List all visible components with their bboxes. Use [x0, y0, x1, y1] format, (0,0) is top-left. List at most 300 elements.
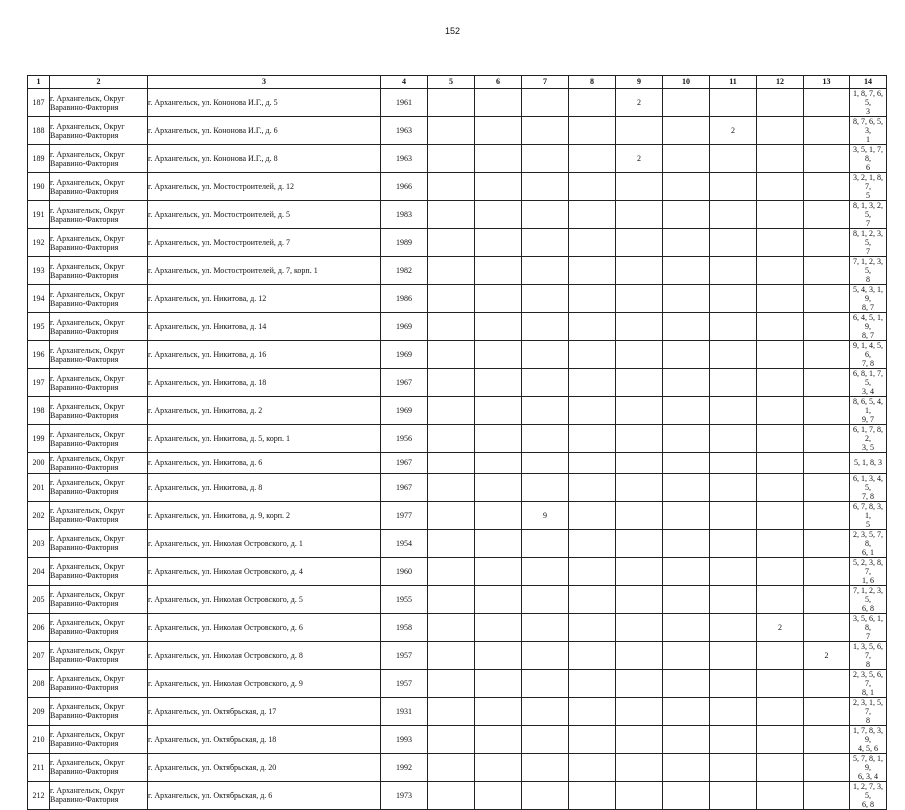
value-cell-col-12	[757, 641, 804, 669]
value-cell-col-7	[522, 781, 569, 809]
value-cell-col-9	[616, 781, 663, 809]
table-row	[28, 725, 887, 753]
okrug-cell	[50, 725, 148, 753]
okrug-line: г. Архангельск, Округ	[50, 205, 125, 215]
value-cell-col-6	[475, 641, 522, 669]
value-cell-col-13	[804, 89, 850, 117]
okrug-cell	[50, 641, 148, 669]
year-cell: 1958	[381, 613, 428, 641]
value-cell-col-9	[616, 501, 663, 529]
row-number-cell: 198	[28, 397, 50, 425]
value-cell-col-8	[569, 781, 616, 809]
value-cell-col-10	[663, 473, 710, 501]
okrug-cell	[50, 369, 148, 397]
row-number-cell: 193	[28, 257, 50, 285]
value-cell-col-7	[522, 613, 569, 641]
year-cell: 1963	[381, 117, 428, 145]
codes-line: 8, 6, 5, 4, 1,	[853, 397, 883, 415]
value-cell-col-8	[569, 501, 616, 529]
codes-line: 2, 3, 1, 5, 7,	[853, 697, 883, 716]
okrug-line: г. Архангельск, Округ	[50, 646, 125, 655]
address-cell: г. Архангельск, ул. Мостостроителей, д. 7, корп. 1	[148, 257, 381, 285]
value-cell-col-6	[475, 529, 522, 557]
codes-line: 7	[866, 631, 870, 641]
value-cell-col-7	[522, 529, 569, 557]
row-number-cell: 197	[28, 369, 50, 397]
okrug-line: Варавино-Фактория	[50, 410, 119, 420]
value-cell-col-10	[663, 753, 710, 781]
row-number-cell: 206	[28, 613, 50, 641]
okrug-cell	[50, 397, 148, 425]
value-cell-col-6	[475, 145, 522, 173]
value-cell-col-7	[522, 725, 569, 753]
table-row	[28, 557, 887, 585]
row-number-cell: 202	[28, 501, 50, 529]
value-cell-col-6	[475, 557, 522, 585]
value-cell-col-8	[569, 473, 616, 501]
value-cell-col-13: 2	[804, 641, 850, 669]
value-cell-col-5	[428, 453, 475, 474]
value-cell-col-8	[569, 725, 616, 753]
value-cell-col-8	[569, 173, 616, 201]
value-cell-col-10	[663, 397, 710, 425]
okrug-cell	[50, 341, 148, 369]
value-cell-col-8	[569, 369, 616, 397]
row-number-cell: 212	[28, 781, 50, 809]
table-row	[28, 257, 887, 285]
codes-cell	[850, 229, 887, 257]
value-cell-col-6	[475, 501, 522, 529]
address-cell: г. Архангельск, ул. Никитова, д. 16	[148, 341, 381, 369]
okrug-line: Варавино-Фактория	[50, 354, 119, 364]
codes-cell	[850, 585, 887, 613]
value-cell-col-6	[475, 697, 522, 725]
value-cell-col-9	[616, 285, 663, 313]
value-cell-col-7	[522, 641, 569, 669]
okrug-cell	[50, 585, 148, 613]
codes-cell	[850, 557, 887, 585]
value-cell-col-9	[616, 641, 663, 669]
value-cell-col-12	[757, 117, 804, 145]
value-cell-col-10	[663, 669, 710, 697]
codes-line: 1, 3, 5, 6, 7,	[853, 641, 883, 660]
value-cell-col-6	[475, 725, 522, 753]
row-number-cell: 188	[28, 117, 50, 145]
value-cell-col-9	[616, 557, 663, 585]
table-row	[28, 341, 887, 369]
value-cell-col-11	[710, 669, 757, 697]
value-cell-col-7	[522, 397, 569, 425]
value-cell-col-5	[428, 753, 475, 781]
codes-line: 8, 7	[862, 331, 874, 340]
value-cell-col-11	[710, 257, 757, 285]
address-cell: г. Архангельск, ул. Николая Островского, д. 4	[148, 557, 381, 585]
value-cell-col-6	[475, 89, 522, 117]
value-cell-col-5	[428, 697, 475, 725]
value-cell-col-8	[569, 145, 616, 173]
value-cell-col-7	[522, 285, 569, 313]
codes-line: 8, 7, 6, 5, 3,	[853, 117, 883, 135]
column-header-7: 7	[522, 76, 569, 89]
value-cell-col-11	[710, 453, 757, 474]
column-header-11: 11	[710, 76, 757, 89]
column-header-9: 9	[616, 76, 663, 89]
value-cell-col-9	[616, 369, 663, 397]
codes-line: 7	[866, 219, 870, 228]
table-body	[28, 89, 887, 810]
value-cell-col-7: 9	[522, 501, 569, 529]
okrug-cell	[50, 229, 148, 257]
codes-line: 5, 7, 8, 1, 9,	[853, 753, 883, 772]
value-cell-col-11	[710, 89, 757, 117]
value-cell-col-9	[616, 669, 663, 697]
table-row	[28, 145, 887, 173]
header-row	[28, 76, 887, 89]
value-cell-col-9	[616, 753, 663, 781]
codes-cell	[850, 725, 887, 753]
value-cell-col-12	[757, 425, 804, 453]
value-cell-col-9	[616, 201, 663, 229]
value-cell-col-5	[428, 117, 475, 145]
value-cell-col-10	[663, 341, 710, 369]
value-cell-col-8	[569, 641, 616, 669]
year-cell: 1963	[381, 145, 428, 173]
value-cell-col-8	[569, 453, 616, 474]
value-cell-col-5	[428, 257, 475, 285]
okrug-line: г. Архангельск, Округ	[50, 562, 125, 571]
address-cell: г. Архангельск, ул. Октябрьская, д. 20	[148, 753, 381, 781]
value-cell-col-8	[569, 397, 616, 425]
address-cell: г. Архангельск, ул. Никитова, д. 6	[148, 453, 381, 474]
column-header-4: 4	[381, 76, 428, 89]
year-cell: 1993	[381, 725, 428, 753]
table-row	[28, 201, 887, 229]
value-cell-col-13	[804, 257, 850, 285]
okrug-cell	[50, 89, 148, 117]
table-row	[28, 397, 887, 425]
address-cell: г. Архангельск, ул. Никитова, д. 12	[148, 285, 381, 313]
row-number-cell: 200	[28, 453, 50, 474]
row-number-cell: 190	[28, 173, 50, 201]
value-cell-col-13	[804, 173, 850, 201]
codes-line: 3, 5, 6, 1, 8,	[853, 613, 883, 632]
okrug-line: Варавино-Фактория	[50, 298, 119, 308]
value-cell-col-6	[475, 753, 522, 781]
okrug-line: г. Архангельск, Округ	[50, 506, 125, 515]
table-row	[28, 229, 887, 257]
codes-line: 8, 1, 3, 2, 5,	[853, 201, 883, 219]
value-cell-col-11	[710, 229, 757, 257]
value-cell-col-7	[522, 425, 569, 453]
okrug-line: Варавино-Фактория	[50, 242, 119, 252]
codes-line: 1	[866, 135, 870, 144]
value-cell-col-8	[569, 341, 616, 369]
value-cell-col-8	[569, 529, 616, 557]
value-cell-col-8	[569, 425, 616, 453]
row-number-cell: 203	[28, 529, 50, 557]
value-cell-col-5	[428, 725, 475, 753]
value-cell-col-7	[522, 753, 569, 781]
value-cell-col-12	[757, 585, 804, 613]
value-cell-col-5	[428, 145, 475, 173]
codes-line: 8, 1, 2, 3, 5,	[853, 229, 883, 247]
codes-cell	[850, 781, 887, 809]
page-number: 152	[444, 26, 461, 36]
table-row	[28, 369, 887, 397]
address-cell: г. Архангельск, ул. Никитова, д. 18	[148, 369, 381, 397]
address-cell: г. Архангельск, ул. Мостостроителей, д. 7	[148, 229, 381, 257]
value-cell-col-10	[663, 697, 710, 725]
address-cell: г. Архангельск, ул. Кононова И.Г., д. 8	[148, 145, 381, 173]
value-cell-col-12	[757, 453, 804, 474]
row-number-cell: 194	[28, 285, 50, 313]
codes-line: 6, 3, 4	[858, 771, 878, 781]
value-cell-col-7	[522, 557, 569, 585]
codes-cell	[850, 453, 887, 474]
address-cell: г. Архангельск, ул. Никитова, д. 9, корп. 2	[148, 501, 381, 529]
address-cell: г. Архангельск, ул. Николая Островского, д. 6	[148, 613, 381, 641]
value-cell-col-6	[475, 117, 522, 145]
value-cell-col-11	[710, 285, 757, 313]
codes-cell	[850, 341, 887, 369]
address-cell: г. Архангельск, ул. Октябрьская, д. 18	[148, 725, 381, 753]
value-cell-col-5	[428, 557, 475, 585]
okrug-cell	[50, 501, 148, 529]
codes-line: 5, 1, 8, 3	[854, 458, 882, 468]
okrug-cell	[50, 145, 148, 173]
codes-line: 8, 7	[862, 303, 874, 312]
value-cell-col-6	[475, 781, 522, 809]
value-cell-col-9	[616, 725, 663, 753]
codes-line: 6, 8	[862, 799, 874, 809]
value-cell-col-13	[804, 501, 850, 529]
value-cell-col-11	[710, 557, 757, 585]
codes-line: 1, 2, 7, 3, 5,	[853, 781, 883, 800]
value-cell-col-12	[757, 145, 804, 173]
okrug-line: г. Архангельск, Округ	[50, 261, 125, 271]
value-cell-col-12	[757, 669, 804, 697]
year-cell: 1956	[381, 425, 428, 453]
value-cell-col-6	[475, 173, 522, 201]
value-cell-col-10	[663, 557, 710, 585]
value-cell-col-11	[710, 473, 757, 501]
codes-cell	[850, 369, 887, 397]
year-cell: 1967	[381, 473, 428, 501]
codes-line: 5, 2, 3, 8, 7,	[853, 557, 883, 576]
codes-cell	[850, 669, 887, 697]
table-row	[28, 501, 887, 529]
address-cell: г. Архангельск, ул. Николая Островского, д. 1	[148, 529, 381, 557]
year-cell: 1983	[381, 201, 428, 229]
okrug-line: Варавино-Фактория	[50, 438, 119, 448]
value-cell-col-11	[710, 501, 757, 529]
value-cell-col-13	[804, 145, 850, 173]
value-cell-col-9	[616, 425, 663, 453]
value-cell-col-10	[663, 781, 710, 809]
value-cell-col-13	[804, 117, 850, 145]
value-cell-col-12	[757, 313, 804, 341]
value-cell-col-13	[804, 285, 850, 313]
value-cell-col-12	[757, 557, 804, 585]
value-cell-col-13	[804, 201, 850, 229]
codes-line: 5, 4, 3, 1, 9,	[853, 285, 883, 303]
okrug-line: Варавино-Фактория	[50, 130, 119, 140]
row-number-cell: 187	[28, 89, 50, 117]
codes-cell	[850, 257, 887, 285]
codes-line: 7, 1, 2, 3, 5,	[853, 585, 883, 604]
row-number-cell: 191	[28, 201, 50, 229]
okrug-line: г. Архангельск, Округ	[50, 373, 125, 383]
value-cell-col-10	[663, 229, 710, 257]
year-cell: 1986	[381, 285, 428, 313]
codes-line: 6, 4, 5, 1, 9,	[853, 313, 883, 331]
value-cell-col-13	[804, 397, 850, 425]
value-cell-col-10	[663, 585, 710, 613]
okrug-line: г. Архангельск, Округ	[50, 429, 125, 439]
value-cell-col-7	[522, 89, 569, 117]
okrug-cell	[50, 285, 148, 313]
okrug-line: г. Архангельск, Округ	[50, 93, 125, 103]
table-row	[28, 89, 887, 117]
value-cell-col-12	[757, 501, 804, 529]
value-cell-col-7	[522, 117, 569, 145]
value-cell-col-10	[663, 257, 710, 285]
value-cell-col-11	[710, 425, 757, 453]
codes-line: 6	[866, 163, 870, 172]
codes-cell	[850, 117, 887, 145]
table-row	[28, 669, 887, 697]
value-cell-col-12: 2	[757, 613, 804, 641]
codes-line: 6, 8	[862, 603, 874, 613]
okrug-line: Варавино-Фактория	[50, 571, 119, 580]
codes-line: 8	[866, 275, 870, 284]
value-cell-col-10	[663, 145, 710, 173]
address-cell: г. Архангельск, ул. Октябрьская, д. 17	[148, 697, 381, 725]
codes-cell	[850, 173, 887, 201]
okrug-cell	[50, 781, 148, 809]
column-header-3: 3	[148, 76, 381, 89]
address-cell: г. Архангельск, ул. Николая Островского, д. 9	[148, 669, 381, 697]
okrug-cell	[50, 753, 148, 781]
value-cell-col-7	[522, 669, 569, 697]
value-cell-col-9	[616, 453, 663, 474]
okrug-line: Варавино-Фактория	[50, 795, 119, 804]
codes-line: 7, 8	[862, 491, 874, 501]
okrug-line: Варавино-Фактория	[50, 214, 119, 224]
okrug-line: Варавино-Фактория	[50, 711, 119, 720]
year-cell: 1969	[381, 341, 428, 369]
value-cell-col-5	[428, 529, 475, 557]
value-cell-col-8	[569, 669, 616, 697]
value-cell-col-6	[475, 257, 522, 285]
value-cell-col-11	[710, 341, 757, 369]
codes-line: 5	[866, 519, 870, 529]
value-cell-col-10	[663, 425, 710, 453]
okrug-line: г. Архангельск, Округ	[50, 786, 125, 795]
codes-line: 4, 5, 6	[858, 743, 878, 753]
value-cell-col-13	[804, 529, 850, 557]
codes-line: 9, 7	[862, 415, 874, 424]
value-cell-col-8	[569, 697, 616, 725]
value-cell-col-8	[569, 285, 616, 313]
value-cell-col-12	[757, 173, 804, 201]
value-cell-col-13	[804, 557, 850, 585]
codes-cell	[850, 501, 887, 529]
year-cell: 1967	[381, 453, 428, 474]
value-cell-col-11	[710, 173, 757, 201]
value-cell-col-8	[569, 229, 616, 257]
value-cell-col-11	[710, 697, 757, 725]
value-cell-col-13	[804, 229, 850, 257]
column-header-10: 10	[663, 76, 710, 89]
year-cell: 1967	[381, 369, 428, 397]
codes-line: 3, 4	[862, 387, 874, 396]
table-row	[28, 529, 887, 557]
year-cell: 1973	[381, 781, 428, 809]
value-cell-col-9	[616, 585, 663, 613]
okrug-line: Варавино-Фактория	[50, 102, 119, 112]
value-cell-col-9	[616, 697, 663, 725]
value-cell-col-10	[663, 173, 710, 201]
address-cell: г. Архангельск, ул. Никитова, д. 2	[148, 397, 381, 425]
value-cell-col-13	[804, 369, 850, 397]
value-cell-col-7	[522, 313, 569, 341]
year-cell: 1931	[381, 697, 428, 725]
address-cell: г. Архангельск, ул. Никитова, д. 8	[148, 473, 381, 501]
value-cell-col-11: 2	[710, 117, 757, 145]
codes-line: 1, 7, 8, 3, 9,	[853, 725, 883, 744]
value-cell-col-11	[710, 753, 757, 781]
okrug-line: г. Архангельск, Округ	[50, 401, 125, 411]
address-cell: г. Архангельск, ул. Кононова И.Г., д. 6	[148, 117, 381, 145]
value-cell-col-13	[804, 669, 850, 697]
row-number-cell: 205	[28, 585, 50, 613]
value-cell-col-12	[757, 397, 804, 425]
row-number-cell: 196	[28, 341, 50, 369]
okrug-line: г. Архангельск, Округ	[50, 534, 125, 543]
okrug-line: Варавино-Фактория	[50, 270, 119, 280]
value-cell-col-9	[616, 313, 663, 341]
codes-line: 6, 8, 1, 7, 5,	[853, 369, 883, 387]
table-row	[28, 697, 887, 725]
okrug-line: г. Архангельск, Округ	[50, 590, 125, 599]
value-cell-col-13	[804, 725, 850, 753]
column-header-14: 14	[850, 76, 887, 89]
codes-line: 1, 6	[862, 575, 874, 585]
codes-line: 7	[866, 247, 870, 256]
value-cell-col-10	[663, 501, 710, 529]
row-number-cell: 201	[28, 473, 50, 501]
value-cell-col-6	[475, 285, 522, 313]
codes-cell	[850, 529, 887, 557]
okrug-cell	[50, 257, 148, 285]
year-cell: 1982	[381, 257, 428, 285]
value-cell-col-11	[710, 613, 757, 641]
okrug-line: Варавино-Фактория	[50, 683, 119, 692]
value-cell-col-7	[522, 201, 569, 229]
okrug-line: Варавино-Фактория	[50, 382, 119, 392]
okrug-line: г. Архангельск, Округ	[50, 233, 125, 243]
value-cell-col-9	[616, 117, 663, 145]
value-cell-col-7	[522, 341, 569, 369]
address-cell: г. Архангельск, ул. Мостостроителей, д. 12	[148, 173, 381, 201]
value-cell-col-5	[428, 89, 475, 117]
value-cell-col-13	[804, 753, 850, 781]
value-cell-col-6	[475, 613, 522, 641]
value-cell-col-5	[428, 173, 475, 201]
codes-line: 8, 1	[862, 687, 874, 697]
value-cell-col-7	[522, 369, 569, 397]
